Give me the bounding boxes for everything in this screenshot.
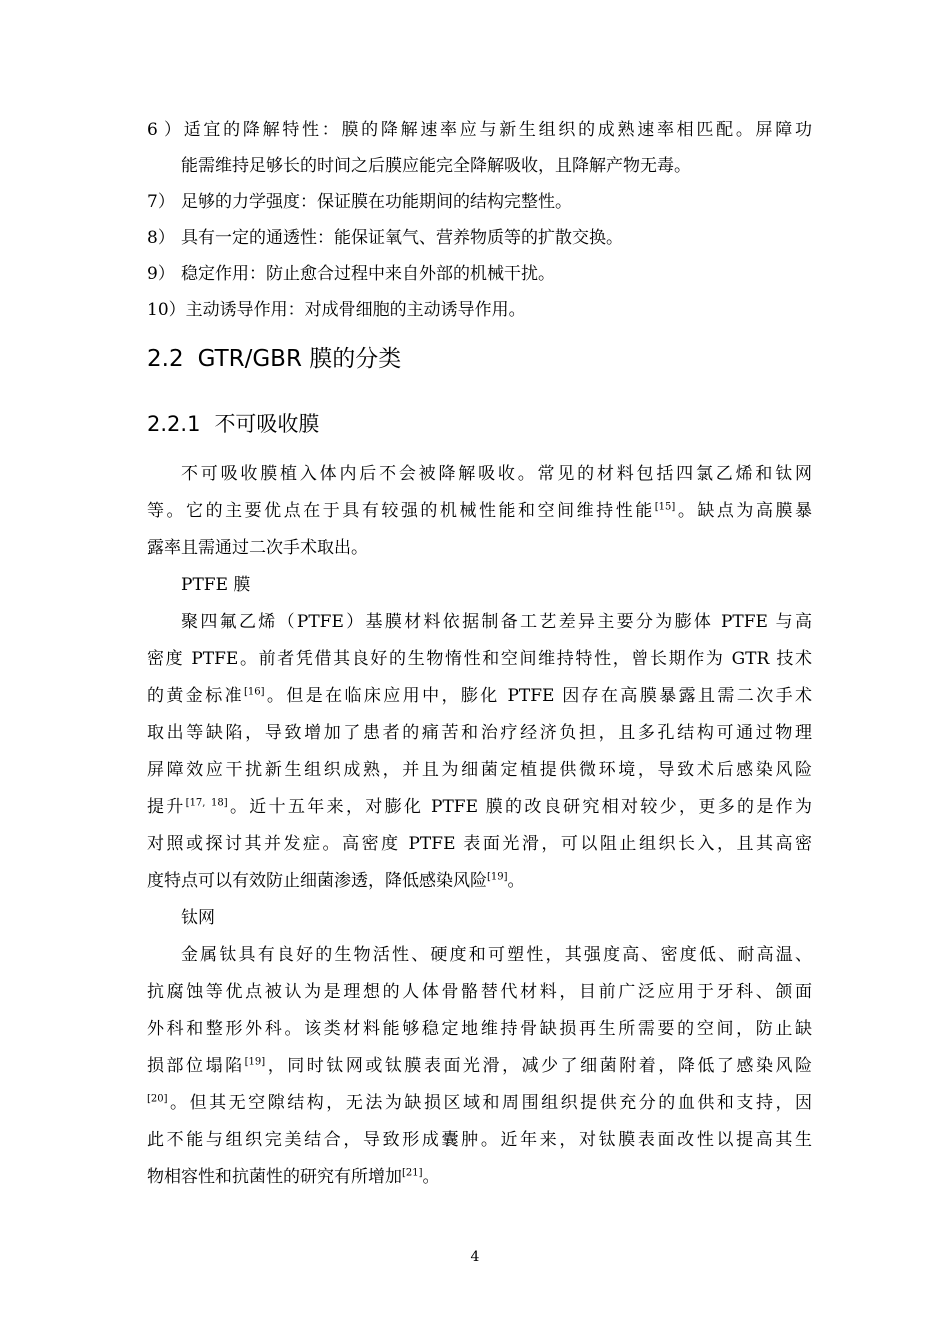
citation: [20] <box>147 1093 168 1105</box>
ptfe-heading: PTFE 膜 <box>181 575 251 595</box>
citation: [17, 18] <box>185 797 228 809</box>
subsection-heading <box>147 410 319 438</box>
citation: [16] <box>243 686 265 698</box>
list-number: 10） <box>147 300 186 320</box>
citation: [19] <box>487 871 508 883</box>
list-item-6 <box>147 118 812 142</box>
paragraph-line: 提升[17, 18]。近十五年来，对膨化 PTFE 膜的改良研究相对较少，更多的是作为 <box>147 797 813 817</box>
list-number: 8） <box>147 228 175 248</box>
list-item-10 <box>147 298 812 322</box>
paragraph-line: 物相容性和抗菌性的研究有所增加[21]。 <box>147 1167 440 1187</box>
list-item-9 <box>147 262 812 286</box>
list-text: 稳定作用：防止愈合过程中来自外部的机械干扰。 <box>181 264 555 284</box>
paragraph-line: 度特点可以有效防止细菌渗透，降低感染风险[19]。 <box>147 871 525 891</box>
list-text: 主动诱导作用：对成骨细胞的主动诱导作用。 <box>185 300 526 320</box>
paragraph-line: 损部位塌陷[19]，同时钛网或钛膜表面光滑，减少了细菌附着，降低了感染风险 <box>147 1056 813 1076</box>
paragraph-line: 屏障效应干扰新生组织成熟，并且为细菌定植提供微环境，导致术后感染风险 <box>147 760 812 780</box>
list-item-6-continuation: 能需维持足够长的时间之后膜应能完全降解吸收，且降解产物无毒。 <box>181 156 691 176</box>
paragraph-line: 金属钛具有良好的生物活性、硬度和可塑性，其强度高、密度低、耐高温、 <box>181 945 812 965</box>
paragraph-line: 露率且需通过二次手术取出。 <box>147 538 368 558</box>
page-number: 4 <box>470 1249 480 1265</box>
citation: [15] <box>654 501 676 513</box>
titanium-heading: 钛网 <box>181 908 215 928</box>
subsection-number: 2.2.1 <box>147 412 201 436</box>
paragraph-line: 等。它的主要优点在于具有较强的机械性能和空间维持性能[15]。缺点为高膜暴 <box>147 501 813 521</box>
paragraph-line: 不可吸收膜植入体内后不会被降解吸收。常见的材料包括四氯乙烯和钛网 <box>181 464 812 484</box>
paragraph-line: 密度 PTFE。前者凭借其良好的生物惰性和空间维持特性，曾长期作为 GTR 技术 <box>147 649 812 669</box>
section-title: GTR/GBR 膜的分类 <box>197 346 402 372</box>
citation: [19] <box>244 1056 266 1068</box>
paragraph-line: [20]。但其无空隙结构，无法为缺损区域和周围组织提供充分的血供和支持，因 <box>147 1093 812 1113</box>
list-number: 6） <box>147 120 181 140</box>
list-text: 适宜的降解特性：膜的降解速率应与新生组织的成熟速率相匹配。屏障功 <box>181 120 812 140</box>
citation: [21] <box>402 1167 423 1179</box>
section-number: 2.2 <box>147 346 184 372</box>
paragraph-line: 对照或探讨其并发症。高密度 PTFE 表面光滑，可以阻止组织长入，且其高密 <box>147 834 812 854</box>
list-text: 足够的力学强度：保证膜在功能期间的结构完整性。 <box>181 192 572 212</box>
paragraph-line: 此不能与组织完美结合，导致形成囊肿。近年来，对钛膜表面改性以提高其生 <box>147 1130 812 1150</box>
section-heading <box>147 344 401 374</box>
list-item-7 <box>147 190 812 214</box>
list-text: 具有一定的通透性：能保证氧气、营养物质等的扩散交换。 <box>181 228 623 248</box>
paragraph-line: 外科和整形外科。该类材料能够稳定地维持骨缺损再生所需要的空间，防止缺 <box>147 1019 812 1039</box>
paragraph-line: 聚四氟乙烯（PTFE）基膜材料依据制备工艺差异主要分为膨体 PTFE 与高 <box>181 612 812 632</box>
list-number: 7） <box>147 192 175 212</box>
paragraph-line: 抗腐蚀等优点被认为是理想的人体骨骼替代材料，目前广泛应用于牙科、颌面 <box>147 982 812 1002</box>
list-item-8 <box>147 226 812 250</box>
paragraph-line: 取出等缺陷，导致增加了患者的痛苦和治疗经济负担，且多孔结构可通过物理 <box>147 723 812 743</box>
list-number: 9） <box>147 264 175 284</box>
subsection-title: 不可吸收膜 <box>214 412 320 436</box>
paragraph-line: 的黄金标准[16]。但是在临床应用中，膨化 PTFE 因存在高膜暴露且需二次手术 <box>147 686 812 706</box>
